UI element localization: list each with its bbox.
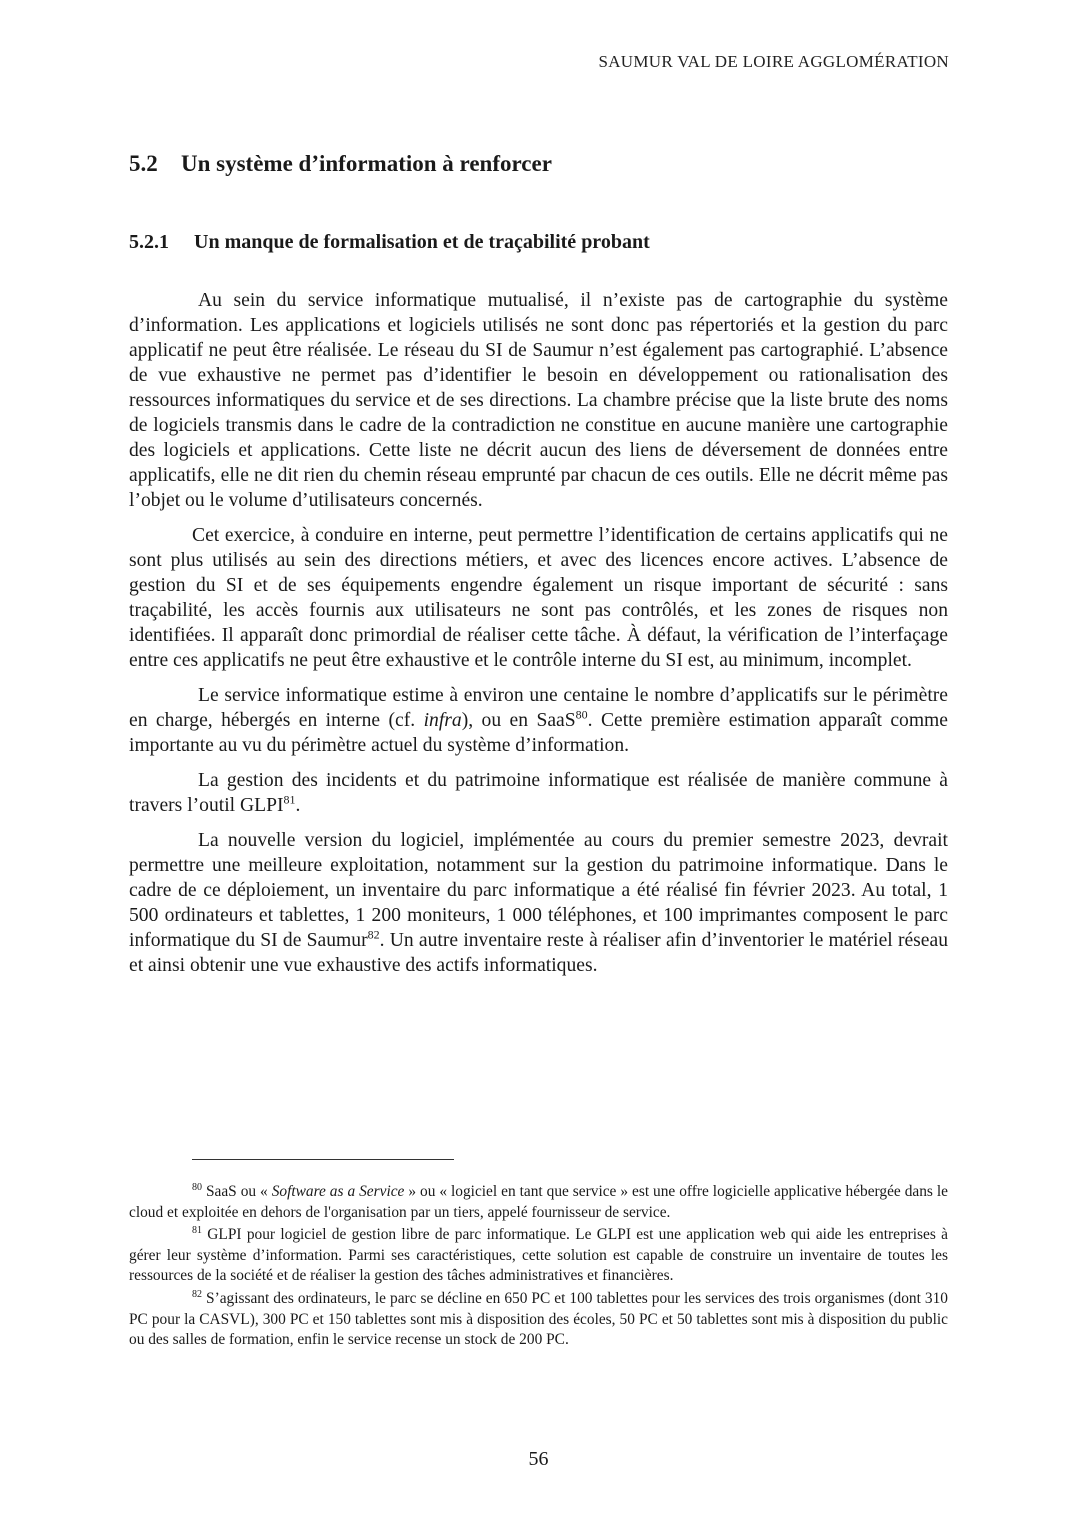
paragraph-3-emphasis: infra [423,709,462,731]
footnote-ref-81[interactable]: 81 [283,792,296,807]
footnote-mark-80: 80 [192,1181,202,1193]
footnote-80 [129,1182,948,1223]
subsection-heading [129,230,948,254]
footnote-82-text: S’agissant des ordinateurs, le parc se décline en 650 PC et 100 tablettes pour les services des trois organismes (dont 310 PC pour la CASVL), 300 PC et 150 tablettes sont mis à disposition des écoles, 50 PC et 50 tablettes sont mis à disposition du public ou des salles de formation, enfin le service recense un stock de 200 PC. [129,1289,948,1349]
paragraph-3-text-c: . Cette première estimation apparaît comme importante au vu du périmètre actuel du système d’information. [129,709,948,756]
paragraph-4-text-b: . [295,794,301,816]
footnote-separator [192,1159,454,1160]
paragraph-3 [129,683,948,758]
footnotes [129,1182,948,1353]
subsection-title: Un manque de formalisation et de traçabilité probant [194,230,650,253]
footnote-mark-81: 81 [192,1225,202,1237]
footnote-81 [129,1225,948,1287]
section-number: 5.2 [129,151,158,176]
footnote-ref-82[interactable]: 82 [367,927,380,942]
paragraph-4 [129,768,948,818]
footnote-80-text-a: SaaS ou « [202,1183,272,1200]
paragraph-2: Cet exercice, à conduire en interne, peut permettre l’identification de certains applicatifs qui ne sont plus utilisés au sein des directions métiers, et avec des licences encore actives. L’absence de gestion du SI et de ses équipements engendre également un risque important de sécurité : sans traçabilité, les accès fournis aux utilisateurs ne sont pas contrôlés, et les zones de risques non identifiées. Il apparaît donc primordial de réaliser cette tâche. À défaut, la vérification de l’interfaçage entre ces applicatifs ne peut être exhaustive et le contrôle interne du SI est, au minimum, incomplet. [129,524,948,671]
section-title: Un système d’information à renforcer [181,151,552,176]
paragraph-3-text-a: Le service informatique estime à environ une centaine le nombre d’applicatifs sur le périmètre en charge, hébergés en interne (cf. [129,684,948,731]
main-content [129,150,948,988]
paragraph-5-text-a: La nouvelle version du logiciel, implémentée au cours du premier semestre 2023, devrait permettre une meilleure exploitation, notamment sur la gestion du patrimoine informatique. Dans le cadre de ce déploiement, un inventaire du parc informatique a été réalisé fin février 2023. Au total, 1 500 ordinateurs et tablettes, 1 200 moniteurs, 1 000 téléphones, et 100 imprimantes composent le parc informatique du SI de Saumur [129,829,948,951]
paragraph-1: Au sein du service informatique mutualisé, il n’existe pas de cartographie du système d’information. Les applications et logiciels utilisés ne sont donc pas répertoriés et la gestion du parc applicatif ne peut être réalisée. Le réseau du SI de Saumur n’est également pas cartographié. L’absence de vue exhaustive ne permet pas d’identifier le besoin en développement ou rationalisation des ressources informatiques du service et de ses directions. La chambre précise que la liste brute des noms de logiciels transmis dans le cadre de la contradiction ne constitue en aucune manière une cartographie des logiciels et applications. Cette liste ne décrit aucun des liens de déversement de données entre applicatifs, elle ne dit rien du chemin réseau emprunté par chacun de ces outils. Elle ne décrit même pas l’objet ou le volume d’utilisateurs concernés. [129,289,948,511]
footnote-ref-80[interactable]: 80 [575,707,588,722]
footnote-mark-82: 82 [192,1288,202,1300]
paragraph-4-text-a: La gestion des incidents et du patrimoine informatique est réalisée de manière commune à travers l’outil GLPI [129,769,948,816]
body-text [129,288,948,978]
paragraph-3-text-b: ), ou en SaaS [461,709,576,731]
subsection-number: 5.2.1 [129,230,169,253]
footnote-81-text: GLPI pour logiciel de gestion libre de parc informatique. Le GLPI est une application web qui aide les entreprises à gérer leur système d’information. Parmi ses caractéristiques, cette solution est capable de construire un inventaire de toutes les ressources de la société et de réaliser la gestion des tâches administratives et financières. [129,1226,948,1285]
paragraph-5-text-b: . Un autre inventaire reste à réaliser afin d’inventorier le matériel réseau et ainsi obtenir une vue exhaustive des actifs informatiques. [129,929,948,976]
footnote-82 [129,1289,948,1351]
footnote-80-emphasis: Software as a Service [271,1183,405,1200]
section-heading [129,150,948,178]
paragraph-5 [129,828,948,978]
page-number: 56 [528,1448,549,1470]
footnote-80-text-b: » ou « logiciel en tant que service » est une offre logicielle applicative hébergée dans le cloud et exploitée en dehors de l'organisation par un tiers, appelé fournisseur de service. [129,1183,948,1221]
running-header: SAUMUR VAL DE LOIRE AGGLOMÉRATION [598,52,949,71]
